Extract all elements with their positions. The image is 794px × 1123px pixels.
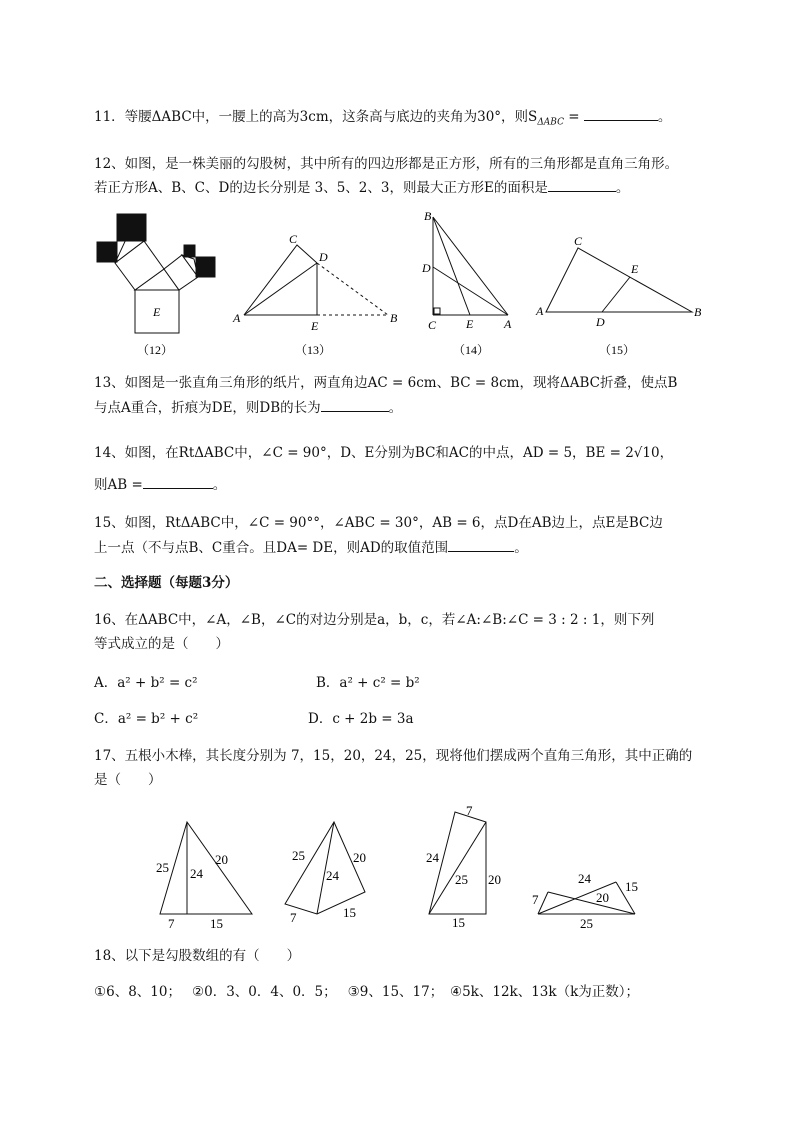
q16-option-b[interactable]: B．a² + c² = b² [316,675,420,691]
q13-end: 。 [388,400,403,416]
q17d-label-15: 15 [625,879,638,894]
q12-line1: 12、如图，是一株美丽的勾股树，其中所有的四边形都是正方形，所有的三角形都是直角三角形。 [94,156,679,172]
q17d-label-24: 24 [578,871,591,886]
q16-option-c[interactable]: C．a² = b² + c² [94,711,199,727]
q15-line1: 15、如图，RtΔABC中，∠C = 90°°，∠ABC = 30°，AB = 6，点D在AB边上，点E是BC边 [94,515,663,531]
q12-line2-text: 若正方形A、B、C、D的边长分别是 3、5、2、3，则最大正方形E的面积是 [94,180,548,196]
fig13-label-c: C [289,232,298,246]
q17c-label-20: 20 [488,872,501,887]
q14-line1: 14、如图，在RtΔABC中，∠C = 90°，D、E分别为BC和AC的中点，AD = 5，BE = 2√10， [94,445,674,461]
q15-answer-blank[interactable] [448,537,514,552]
q11-equals: = [563,109,584,125]
figures-row-1 [90,205,710,365]
q15-line2-text: 上一点（不与点B、C重合。且DA= DE，则AD的取值范围 [94,540,449,556]
q14-line2-text: 则AB = [94,477,143,493]
square-d [196,257,215,277]
fig15-label-c: C [574,234,583,248]
figure-14-triangle [433,217,508,315]
q17-figure-d[interactable] [538,882,635,914]
q17a-label-7: 7 [168,916,175,931]
q17c-label-25: 25 [455,872,468,887]
q17b-label-15: 15 [343,905,356,920]
q16-option-d[interactable]: D．c + 2b = 3a [308,711,414,727]
q17c-label-15: 15 [452,915,465,930]
fig15-label-b: B [694,305,702,319]
q17a-label-15: 15 [210,916,223,931]
q13-answer-blank[interactable] [321,397,389,412]
q18-line1: 18、以下是勾股数组的有（ ） [94,948,301,964]
question-14-line2 [94,474,226,495]
q17b-label-24: 24 [326,868,339,883]
q17b-label-20: 20 [353,850,366,865]
q11-subscript: ΔABC [537,117,564,128]
q17b-label-7: 7 [290,910,297,925]
fig15-labels [535,234,702,329]
q17-line2: 是（ ） [94,772,162,788]
square-c [184,245,195,257]
fig13-label-b: B [390,311,398,325]
q13-line2-text: 与点A重合，折痕为DE，则DB的长为 [94,400,321,416]
fig14-label-c: C [428,318,437,332]
caption-12: （12） [137,343,174,357]
fig14-label-e: E [466,317,474,331]
q18-line2: ①6、8、10； ②0．3、0．4、0．5； ③9、15、17； ④5k、12k、13k（k为正数）； [94,984,639,1000]
fig13-outline [244,245,317,315]
fig15-label-e: E [631,262,639,276]
square-b [117,214,146,241]
fig13-label-e: E [311,319,319,333]
q17c-label-24: 24 [426,850,439,865]
fig12-label-e: E [153,305,161,319]
q17d-label-7: 7 [532,892,539,907]
q13-line1: 13、如图是一张直角三角形的纸片，两直角边AC = 6cm、BC = 8cm，现将ΔABC折叠，使点B [94,375,678,391]
q17-figure-a[interactable] [160,822,252,914]
fig14-label-d: D [422,261,431,275]
fig13-label-a: A [233,311,241,325]
q17-figure-b[interactable] [285,822,365,914]
fig15-label-d: D [596,315,605,329]
fig13-labels [232,232,398,333]
question-11 [94,106,671,133]
question-15-line2 [94,537,528,558]
caption-13: （13） [295,343,332,357]
q16-option-a[interactable]: A．a² + b² = c² [94,675,198,691]
q17-line1: 17、五根小木棒，其长度分别为 7，15，20，24，25，现将他们摆成两个直角三角形，其中正确的 [94,748,693,764]
fig14-label-b: B [424,209,432,223]
q12-end: 。 [615,180,630,196]
q11-end: 。 [657,109,672,125]
q12-answer-blank[interactable] [548,177,616,192]
q17d-label-20: 20 [596,890,609,905]
q17b-label-25: 25 [292,848,305,863]
fig15-label-a: A [536,304,544,318]
q17a-label-20: 20 [215,852,228,867]
figure-15-triangle [546,248,692,312]
question-13-line2 [94,397,402,418]
q16-line1: 16、在ΔABC中，∠A，∠B，∠C的对边分别是a，b，c，若∠A:∠B:∠C = 3 : 2 : 1，则下列 [94,612,655,628]
q14-answer-blank[interactable] [143,474,213,489]
q17c-label-7: 7 [466,803,473,818]
q15-end: 。 [514,540,528,556]
q17a-label-25: 25 [156,860,169,875]
q16-line2: 等式成立的是（ ） [94,636,229,652]
question-12-line2 [94,177,629,198]
figure-13-triangle [244,245,388,315]
caption-15: （15） [599,343,636,357]
fig14-label-a: A [504,317,512,331]
q11-answer-blank[interactable] [584,106,658,121]
q14-end: 。 [212,477,227,493]
q11-text: 11．等腰ΔABC中，一腰上的高为3cm，这条高与底边的夹角为30°，则S [94,109,538,125]
caption-14: （14） [453,343,490,357]
figures-row-2 [150,800,650,935]
q17a-label-24: 24 [190,866,203,881]
square-a [97,242,117,262]
fig13-label-d: D [319,250,328,264]
section-2-title: 二、选择题（每题3分） [94,575,239,591]
q17d-label-25: 25 [580,916,593,931]
